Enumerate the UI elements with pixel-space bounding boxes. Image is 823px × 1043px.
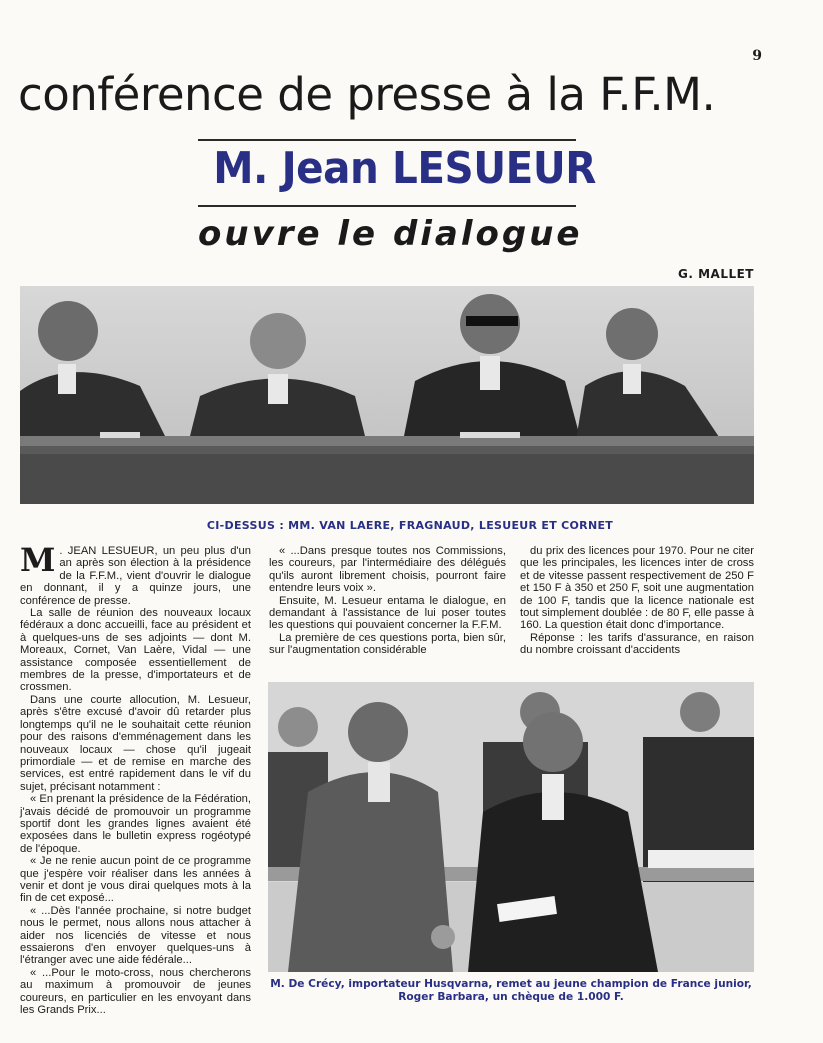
photo-officials-at-table [20,286,754,504]
paragraph: « ...Dans presque toutes nos Commissions, les coureurs, par l'intermédiaire des délégués qu'ils auront librement choisis, pourront faire entendre leurs voix ». [269,545,506,595]
paragraph: La première de ces questions porta, bien sûr, sur l'augmentation considérable [269,631,506,657]
headline: conférence de presse à la F.F.M. [18,68,716,121]
article-column-1 [20,541,251,1017]
title-rule-bottom [198,205,576,207]
article-subtitle: ouvre le dialogue [198,214,583,254]
paragraph: Réponse : les tarifs d'assurance, en raison du nombre croissant d'accidents [520,631,754,657]
article-column-2 [269,545,506,657]
paragraph: Dans une courte allocution, M. Lesueur, après s'être excusé d'avoir dû retarder plus longtemps qu'il ne le souhaitait cette réunion pour des raisons d'emménagement dans les nouveaux locaux — chose qu'il jugeait primordiale — et de remise en marche des services, est entré rapidement dans le vif du sujet, précisant notamment : [20,693,251,793]
paragraph: du prix des licences pour 1970. Pour ne citer que les principales, les licences inter de cross et de vitesse passent respectivement de 250 F et 150 F à 350 et 250 F, soit une augmentation de 100 F, tandis que la licence nationale est tout simplement doublée : de 80 F, elle passe à 160. La question était donc d'importance. [520,545,754,632]
article-title: M. Jean LESUEUR [213,143,596,194]
bottom-photo-caption: M. De Crécy, importateur Husqvarna, remet au jeune champion de France junior, Roger Barbara, un chèque de 1.000 F. [270,978,752,1003]
paragraph: « ...Pour le moto-cross, nous chercherons au maximum à promouvoir de jeunes coureurs, en particulier en les envoyant dans les Grands Prix... [20,966,251,1017]
page-number: 9 [752,48,762,64]
paragraph: La salle de réunion des nouveaux locaux fédéraux a donc accueilli, face au président et à quelques-uns de ses adjoints — dont M. Moreaux, Cornet, Van Laère, Vidal — une assistance composée essentiellement de membres de la presse, d'importateurs et de crossmen. [20,607,251,694]
photo-cheque-presentation [268,682,754,972]
paragraph: Ensuite, M. Lesueur entama le dialogue, en demandant à l'assistance de lui poser toutes les questions qui pouvaient concerner la F.F.M. [269,594,506,632]
drop-cap: M [20,541,56,579]
title-rule-top [198,139,576,141]
top-photo-caption: CI-DESSUS : MM. VAN LAERE, FRAGNAUD, LESUEUR ET CORNET [206,519,614,532]
paragraph: « Je ne renie aucun point de ce programme que j'espère voir réaliser dans les années à venir et dont je vous dirai quelques mots à la fin de cet exposé... [20,855,251,905]
paragraph: « ...Dès l'année prochaine, si notre budget nous le permet, nous allons nous attacher à aider nos licenciés de vitesse et nous essaierons d'en envoyer quelques-uns à l'étranger avec une aide fédérale... [20,904,251,967]
paragraph: M . JEAN LESUEUR, un peu plus d'un an après son élection à la présidence de la F.F.M., vient d'ouvrir le dialogue en donnant, il y a quinze jours, une conférence de presse. [20,541,251,607]
article-column-3 [520,545,754,657]
paragraph: « En prenant la présidence de la Fédération, j'avais décidé de promouvoir un programme sportif dont les grandes lignes avaient été exposées dans le bulletin express rogéotypé de l'époque. [20,793,251,855]
author-byline: G. MALLET [678,267,754,281]
